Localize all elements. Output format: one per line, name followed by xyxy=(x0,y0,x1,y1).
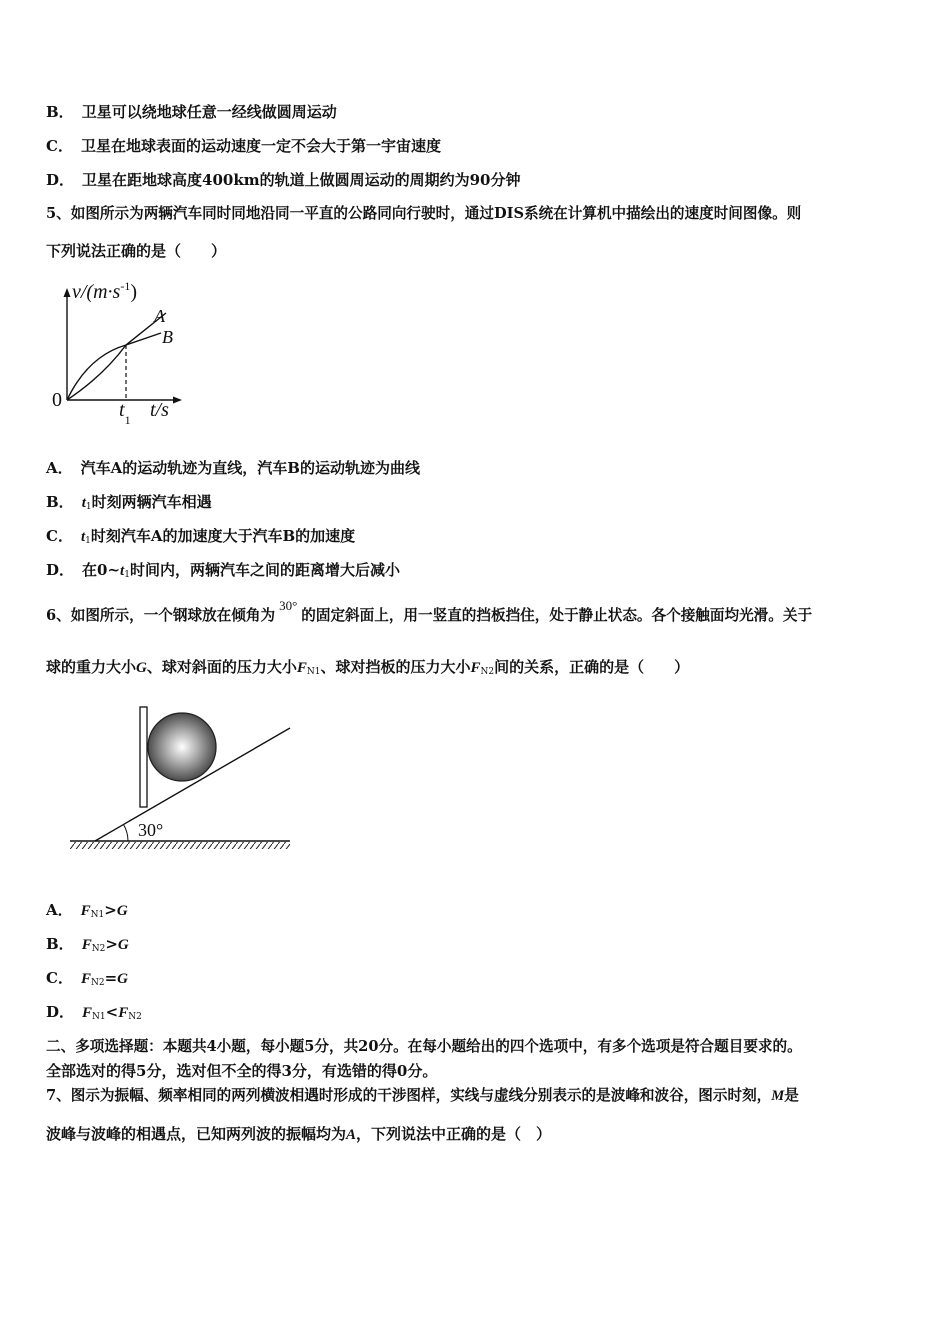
x-axis-arrow xyxy=(173,397,182,404)
q5-option-d: D． 在$0\sim t_1$时间内，两辆汽车之间的距离增大后减小 xyxy=(46,561,400,580)
prev-option-b xyxy=(46,102,337,122)
option-label: A． xyxy=(46,459,73,477)
var-t: t xyxy=(120,563,125,579)
curve-a xyxy=(67,313,166,400)
q6-option-b: B． $F_{N2}>G$ xyxy=(46,935,129,954)
q5-velocity-time-graph xyxy=(48,276,188,436)
q5-stem-line2: 下列说法正确的是（ ） xyxy=(46,242,227,260)
curve-a-label: A xyxy=(154,306,165,326)
origin-label: 0 xyxy=(52,389,62,411)
q5-option-a xyxy=(46,458,420,478)
q5-option-b: B． $t_1$时刻两辆汽车相遇 xyxy=(46,493,212,512)
prev-option-d xyxy=(46,170,520,190)
option-label: D． xyxy=(46,561,75,579)
angle-value: 30° xyxy=(279,598,298,613)
option-label: C． xyxy=(46,137,73,155)
t1-label: $t_1$ xyxy=(119,399,131,427)
q6-stem-line1: 6、如图所示，一个钢球放在倾角为30°的固定斜面上，用一竖直的挡板挡住，处于静止状态。各个接触面均光滑。关于 xyxy=(46,598,813,624)
option-text: 卫星在距地球高度400km的轨道上做圆周运动的周期约为90分钟 xyxy=(82,171,521,189)
option-label: C． xyxy=(46,969,73,987)
option-text: 卫星可以绕地球任意一经线做圆周运动 xyxy=(81,103,337,121)
steel-ball xyxy=(148,713,216,781)
q5-stem-line1: 5、如图所示为两辆汽车同时同地沿同一平直的公路同向行驶时，通过DIS系统在计算机中描绘出的速度时间图像。则 xyxy=(46,205,802,222)
option-label: C． xyxy=(46,527,73,545)
option-text: 汽车A的运动轨迹为直线，汽车B的运动轨迹为曲线 xyxy=(80,459,420,477)
q6-option-d: D． $F_{N1}<F_{N2}$ xyxy=(46,1003,142,1022)
q6-incline-ball-figure xyxy=(68,700,294,856)
var-t: t xyxy=(80,529,86,545)
q6-option-c: C． $F_{N2}=G$ xyxy=(46,969,128,988)
y-axis-label: $v/(m\cdot s^{-1})$ xyxy=(72,279,137,303)
angle-label: 30° xyxy=(138,820,164,840)
y-axis-arrow xyxy=(64,288,71,297)
x-axis-label: t/s xyxy=(150,399,169,421)
blocking-board xyxy=(140,707,147,807)
q6-stem-line2: 球的重力大小G、球对斜面的压力大小$F_{N1}$、球对挡板的压力大小$F_{N2}$间的关系，正确的是（ ） xyxy=(46,658,690,677)
var-t: t xyxy=(81,495,86,511)
option-text: 卫星在地球表面的运动速度一定不会大于第一宇宙速度 xyxy=(80,137,441,155)
prev-option-c xyxy=(46,136,441,156)
option-label: D． xyxy=(46,171,75,189)
angle-arc xyxy=(124,825,129,842)
curve-b-label: B xyxy=(162,327,173,347)
q6-option-a: A． $F_{N1}>G$ xyxy=(46,901,128,920)
q5-option-c: C． $t_1$时刻汽车A的加速度大于汽车B的加速度 xyxy=(46,527,356,546)
option-label: B． xyxy=(46,935,74,953)
option-label: B． xyxy=(46,103,74,121)
option-label: D． xyxy=(46,1003,75,1021)
option-label: A． xyxy=(46,901,73,919)
section2-heading-line1: 二、多项选择题：本题共4小题，每小题5分，共20分。在每小题给出的四个选项中，有多个选项是符合题目要求的。 xyxy=(46,1038,802,1055)
q7-stem-line2: 波峰与波峰的相遇点，已知两列波的振幅均为A，下列说法中正确的是（ ） xyxy=(46,1125,552,1143)
ground-hatching xyxy=(70,842,290,849)
option-label: B． xyxy=(46,493,74,511)
section2-heading-line2: 全部选对的得5分，选对但不全的得3分，有选错的得0分。 xyxy=(46,1062,438,1080)
q7-stem-line1: 7、图示为振幅、频率相同的两列横波相遇时形成的干涉图样，实线与虚线分别表示的是波峰和波谷，图示时刻，M是 xyxy=(46,1087,799,1104)
